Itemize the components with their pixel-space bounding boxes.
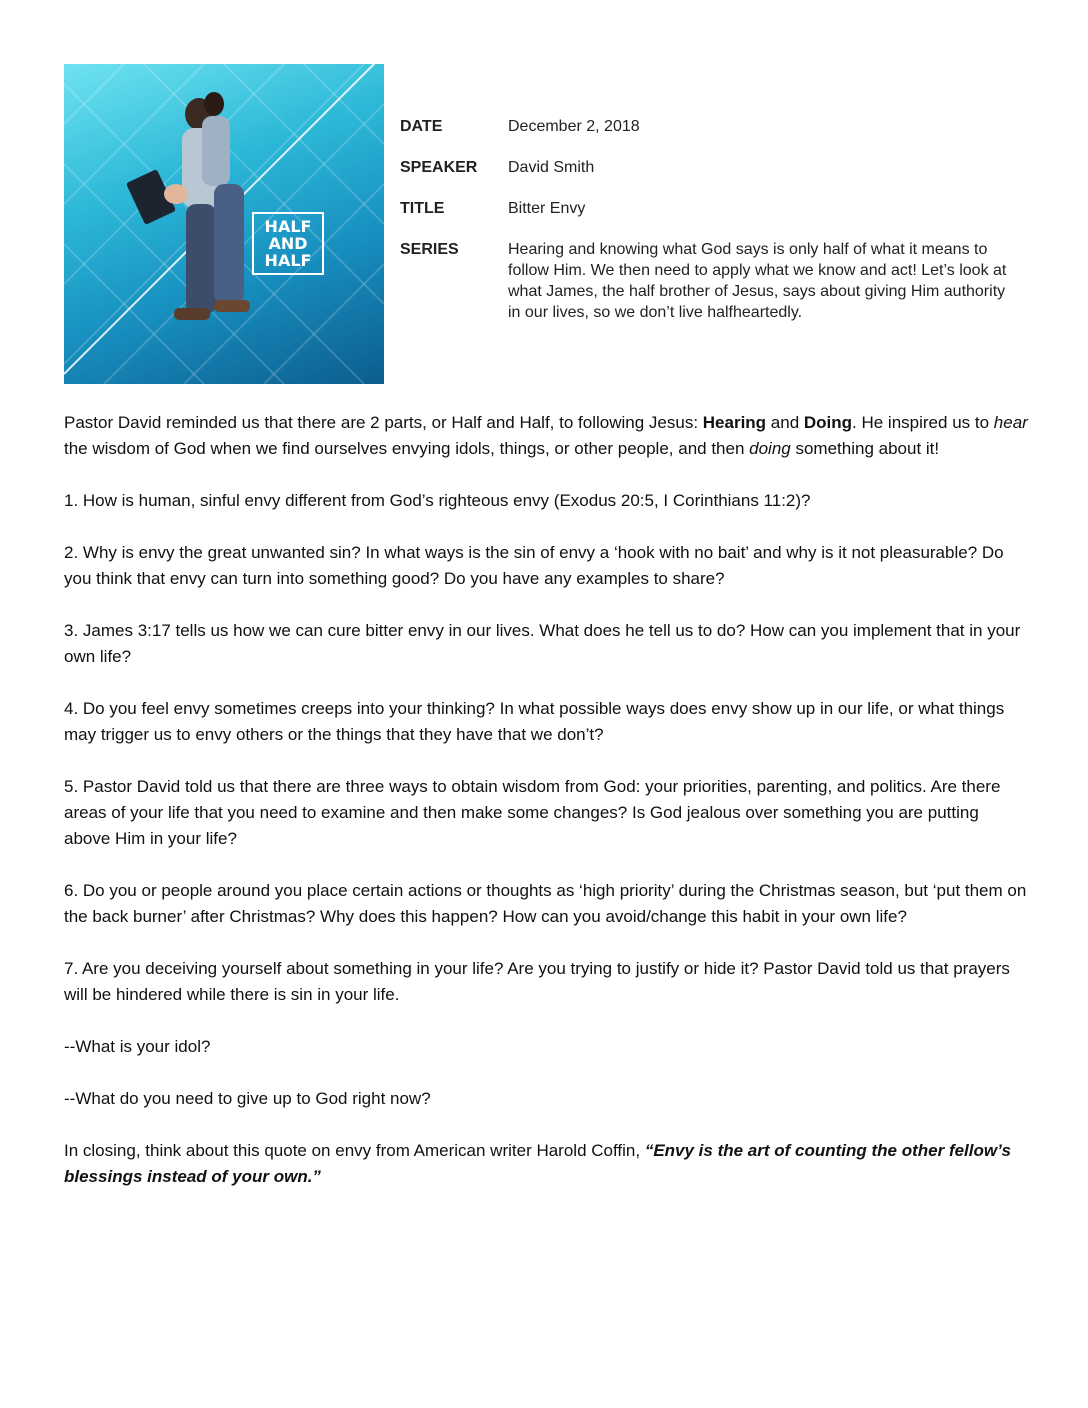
- series-label: SERIES: [400, 241, 459, 258]
- speaker-label: SPEAKER: [400, 159, 478, 176]
- idol-question: --What is your idol?: [64, 1037, 211, 1056]
- question-6: 6. Do you or people around you place certain actions or thoughts as ‘high priority’ during the Christmas season, but ‘put them on the back burner’ after Christmas? Why does this happen? How can you avoid/change this habit in your own life?: [64, 881, 1027, 926]
- series-cover-image: [64, 64, 384, 384]
- intro-text-1: Pastor David reminded us that there are 2 parts, or Half and Half, to following Jesus:: [64, 413, 703, 432]
- sermon-metadata: [400, 116, 1020, 342]
- intro-hearing: Hearing: [702, 413, 767, 432]
- question-5: 5. Pastor David told us that there are three ways to obtain wisdom from God: your priorities, parenting, and politics. Are there areas of your life that you need to examine and then make some changes? Is God jealous over something you are putting above Him in your life?: [64, 777, 1001, 848]
- title-label: TITLE: [400, 200, 445, 217]
- cover-title-badge: [252, 212, 324, 275]
- date-row: [400, 116, 1020, 138]
- question-7: 7. Are you deceiving yourself about something in your life? Are you trying to justify or hide it? Pastor David told us that prayers will be hindered while there is sin in your life.: [64, 959, 1010, 1004]
- intro-hear: hear: [993, 413, 1028, 432]
- date-label: DATE: [400, 118, 443, 135]
- question-3: 3. James 3:17 tells us how we can cure bitter envy in our lives. What does he tell us to do? How can you implement that in your own life?: [64, 621, 1021, 666]
- discussion-guide: [64, 410, 1028, 1216]
- cover-title-line-3: HALF: [264, 251, 312, 270]
- intro-text-2: . He inspired us to: [852, 413, 994, 432]
- speaker-value: David Smith: [508, 159, 595, 176]
- title-row: [400, 198, 1020, 220]
- closing-text: In closing, think about this quote on envy from American writer Harold Coffin,: [64, 1141, 645, 1160]
- closing-paragraph: [64, 1138, 1028, 1190]
- speaker-row: [400, 157, 1020, 179]
- give-up-question: --What do you need to give up to God right now?: [64, 1089, 431, 1108]
- title-value: Bitter Envy: [508, 200, 586, 217]
- question-4: 4. Do you feel envy sometimes creeps into your thinking? In what possible ways does envy show up in our life, or what things may trigger us to envy others or the things that they have that we don’t?: [64, 699, 1005, 744]
- intro-doing-italic: doing: [749, 439, 791, 458]
- intro-paragraph: [64, 410, 1028, 462]
- closing-quote: “Envy is the art of counting the other fellow’s blessings instead of your own.”: [64, 1141, 1011, 1186]
- question-2: 2. Why is envy the great unwanted sin? In what ways is the sin of envy a ‘hook with no bait’ and why is it not pleasurable? Do you think that envy can turn into something good? Do you have any examples to share?: [64, 543, 1004, 588]
- series-description: Hearing and knowing what God says is only half of what it means to follow Him. We then need to apply what we know and act! Let’s look at what James, the half brother of Jesus, says about giving Him authority in our lives, so we don’t live halfheartedly.: [508, 241, 1007, 321]
- intro-and: and: [766, 413, 804, 432]
- intro-text-3: the wisdom of God when we find ourselves envying idols, things, or other people, and then: [64, 439, 750, 458]
- series-row: [400, 239, 1020, 323]
- intro-text-4: something about it!: [790, 439, 940, 458]
- cover-title-line-2: AND: [268, 234, 308, 253]
- question-1: 1. How is human, sinful envy different from God’s righteous envy (Exodus 20:5, I Corinthians 11:2)?: [64, 491, 811, 510]
- cover-title-line-1: HALF: [264, 217, 312, 236]
- intro-doing: Doing: [803, 413, 853, 432]
- cover-artwork: [64, 64, 384, 384]
- date-value: December 2, 2018: [508, 118, 640, 135]
